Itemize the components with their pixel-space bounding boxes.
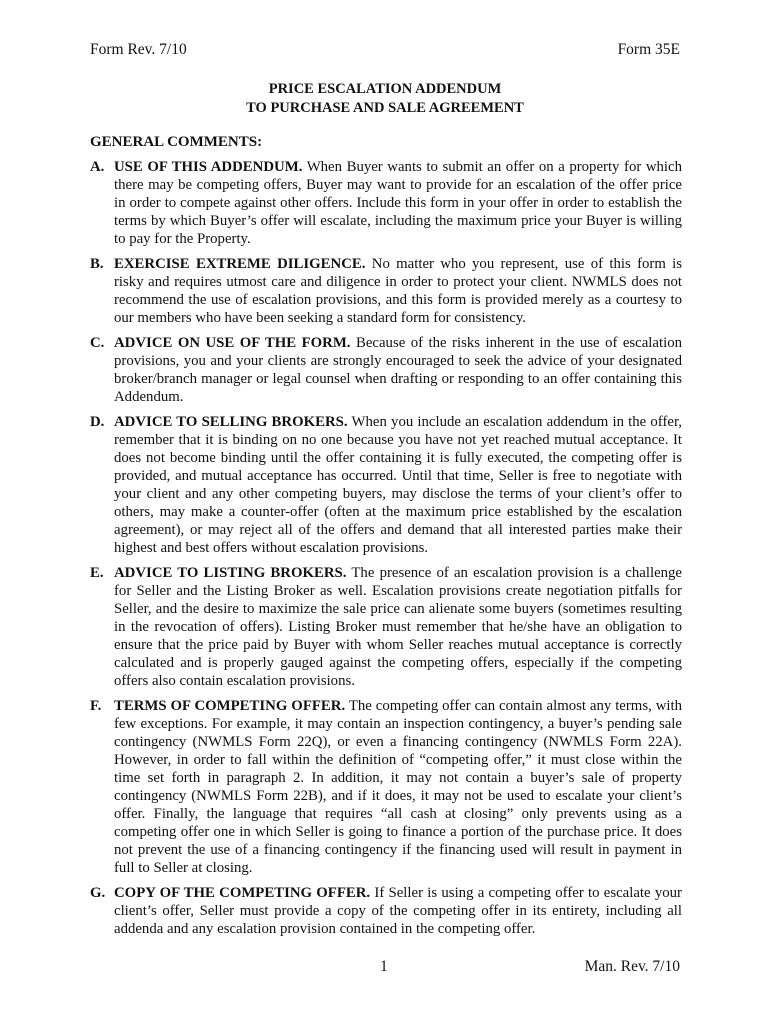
section-text: No matter who you represent, use of this form is risky and requires utmost care and diligence in order to protect your client. NWMLS does not recommend the use of escalation provisions, and this form is provided merely as a courtesy to our members who have been seeking a standard form for consistency. [114,256,683,326]
section-letter: D. [90,414,105,430]
section-heading: ADVICE TO SELLING BROKERS. [114,414,348,430]
section-text: The presence of an escalation provision is a challenge for Seller and the Listing Broker as well. Escalation provisions create negotiation pitfalls for Seller, and the desire to maximize the sale price can alienate some buyers (sometimes resulting in the revocation of offers). Listing Broker must remember that he/she have an obligation to ensure that the price paid by Buyer with whom Seller reaches mutual acceptance is correctly calculated and is properly gauged against the competing offers, especially if the competing offers also contain escalation provisions. [114,565,682,689]
section-letter: E. [90,565,104,581]
section-heading: EXERCISE EXTREME DILIGENCE. [114,256,366,272]
section-a [90,158,682,248]
section-text: If Seller is using a competing offer to escalate your client’s offer, Seller must provide a copy of the competing offer in its entirety, including all addenda and any escalation provision contained in the competing offer. [114,885,682,937]
section-letter: C. [90,335,105,351]
section-heading: ADVICE ON USE OF THE FORM. [114,335,351,351]
section-heading: USE OF THIS ADDENDUM. [114,159,303,175]
section-letter: F. [90,698,102,714]
form-revision: Form Rev. 7/10 [90,41,187,58]
title-line-1: PRICE ESCALATION ADDENDUM [268,81,502,97]
form-number: Form 35E [617,41,680,58]
section-text: When you include an escalation addendum in the offer, remember that it is binding on no one because you have not yet reached mutual acceptance. It does not become binding until the offer containing it is fully executed, the competing offer is provided, and mutual acceptance has occurred. Until that time, Seller is free to negotiate with your client and any other competing buyers, may disclose the terms of your client’s offer to others, may make a counter-offer (often at the maximum price established by the escalation agreement), or may reject all of the offers and demand that all interested parties make their highest and best offers without escalation provisions. [114,414,682,556]
section-heading: ADVICE TO LISTING BROKERS. [114,565,347,581]
section-e [90,564,682,690]
page-number: 1 [380,958,388,975]
section-heading: TERMS OF COMPETING OFFER. [114,698,346,714]
section-letter: B. [90,256,104,272]
section-text: Because of the risks inherent in the use of escalation provisions, you and your clients are strongly encouraged to seek the advice of your designated broker/branch manager or legal counsel when drafting or responding to an offer containing this Addendum. [114,335,683,405]
manual-revision: Man. Rev. 7/10 [584,958,680,975]
section-c [90,334,682,406]
section-d [90,413,682,557]
section-f [90,697,682,877]
section-g [90,884,682,938]
sections-list [90,158,682,945]
section-letter: A. [90,159,105,175]
section-b [90,255,682,327]
section-letter: G. [90,885,106,901]
document-title [0,80,770,118]
section-heading: COPY OF THE COMPETING OFFER. [114,885,371,901]
general-comments-heading: GENERAL COMMENTS: [90,134,263,150]
section-text: The competing offer can contain almost any terms, with few exceptions. For example, it may contain an inspection contingency, a buyer’s pending sale contingency (NWMLS Form 22Q), or even a financing contingency (NWMLS Form 22A). However, in order to fall within the definition of “competing offer,” it must close within the time set forth in paragraph 2. In addition, it may not contain a buyer’s sale of property contingency (NWMLS Form 22B), and if it does, it may not be used to escalate your client’s offer. Finally, the language that requires “all cash at closing” only prevents using as a competing offer one in which Seller is going to finance a portion of the purchase price. It does not prevent the use of a financing contingency if the financing used will result in payment in full to Seller at closing. [114,698,683,876]
section-text: When Buyer wants to submit an offer on a property for which there may be competing offers, Buyer may want to provide for an escalation of the offer price in order to compete against other offers. Include this form in your offer in order to establish the terms by which Buyer’s offer will escalate, including the maximum price your Buyer is willing to pay for the Property. [114,159,682,247]
title-line-2: TO PURCHASE AND SALE AGREEMENT [246,100,524,116]
